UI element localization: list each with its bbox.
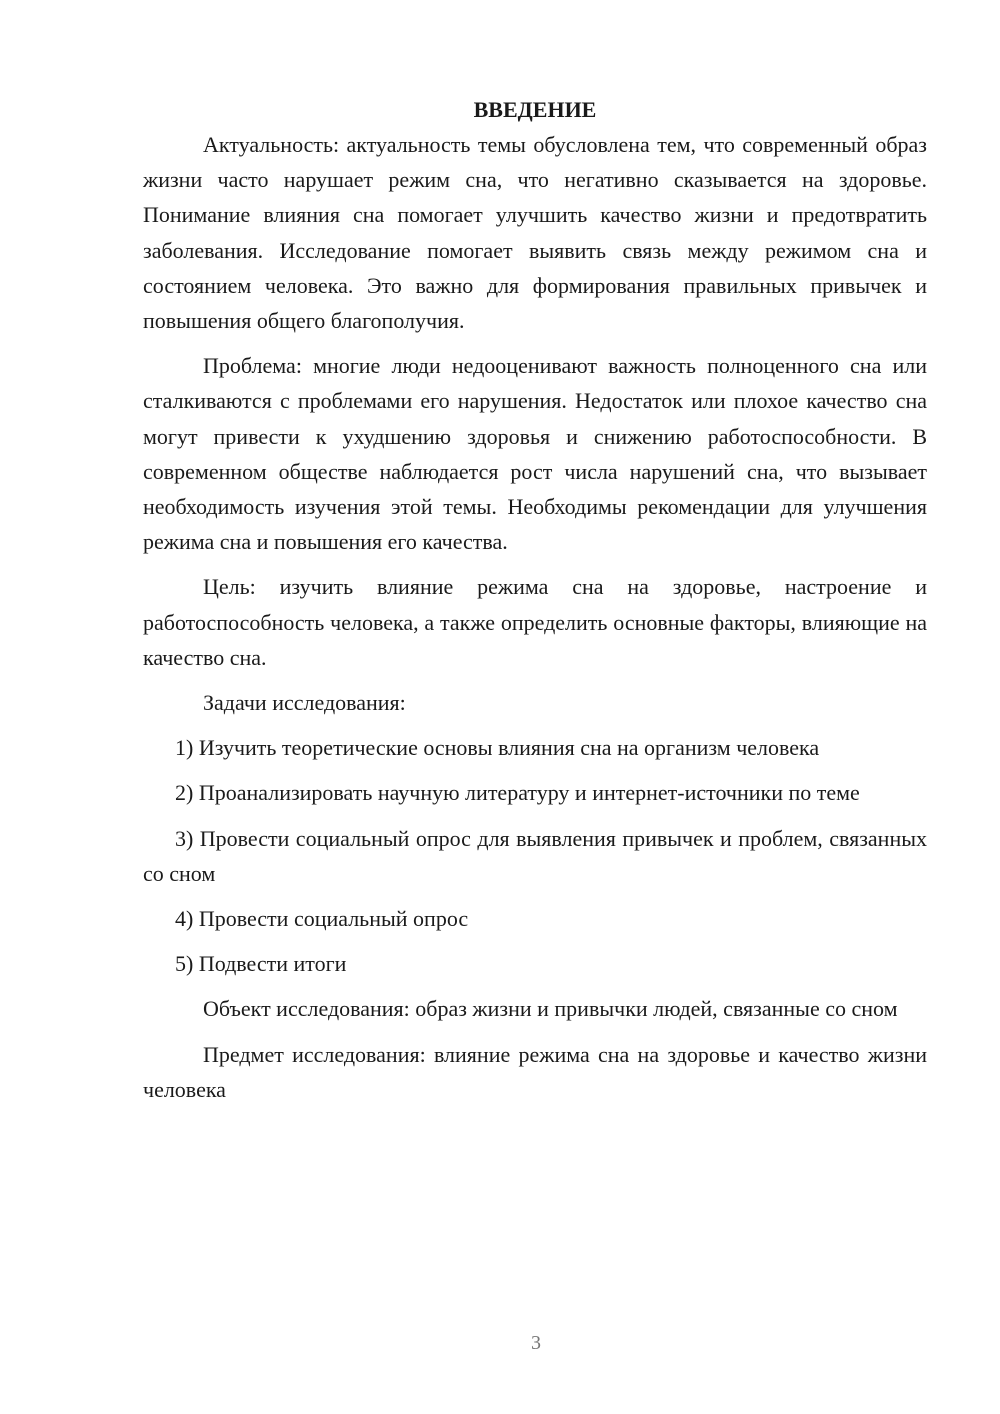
- task-item-5: 5) Подвести итоги: [175, 951, 347, 977]
- task-item-3: 3) Провести социальный опрос для выявления привычек и проблем, связанных со сном: [143, 825, 927, 886]
- page-number: 3: [531, 1332, 541, 1354]
- page-title: ВВЕДЕНИЕ: [473, 97, 597, 122]
- task-item-2: 2) Проанализировать научную литературу и интернет-источники по теме: [175, 780, 860, 806]
- document-page: [143, 92, 927, 1107]
- task-item-1: 1) Изучить теоретические основы влияния сна на организм человека: [175, 735, 820, 761]
- goal-paragraph: Цель: изучить влияние режима сна на здоровье, настроение и работоспособность человека, а также определить основные факторы, влияющие на качество сна.: [143, 574, 927, 670]
- tasks-heading: Задачи исследования:: [203, 690, 406, 716]
- object-paragraph: Объект исследования: образ жизни и привычки людей, связанные со сном: [203, 996, 898, 1022]
- relevance-paragraph: Актуальность: актуальность темы обусловлена тем, что современный образ жизни часто нарушает режим сна, что негативно сказывается на здоровье. Понимание влияния сна помогает улучшить качество жизни и предотвратить заболевания. Исследование помогает выявить связь между режимом сна и состоянием человека. Это важно для формирования правильных привычек и повышения общего благополучия.: [143, 132, 927, 334]
- problem-paragraph: Проблема: многие люди недооценивают важность полноценного сна или сталкиваются с проблемами его нарушения. Недостаток или плохое качество сна могут привести к ухудшению здоровья и снижению работоспособности. В современном обществе наблюдается рост числа нарушений сна, что вызывает необходимость изучения этой темы. Необходимы рекомендации для улучшения режима сна и повышения его качества.: [143, 353, 927, 555]
- task-item-4: 4) Провести социальный опрос: [175, 906, 469, 932]
- subject-paragraph: Предмет исследования: влияние режима сна на здоровье и качество жизни человека: [143, 1041, 927, 1102]
